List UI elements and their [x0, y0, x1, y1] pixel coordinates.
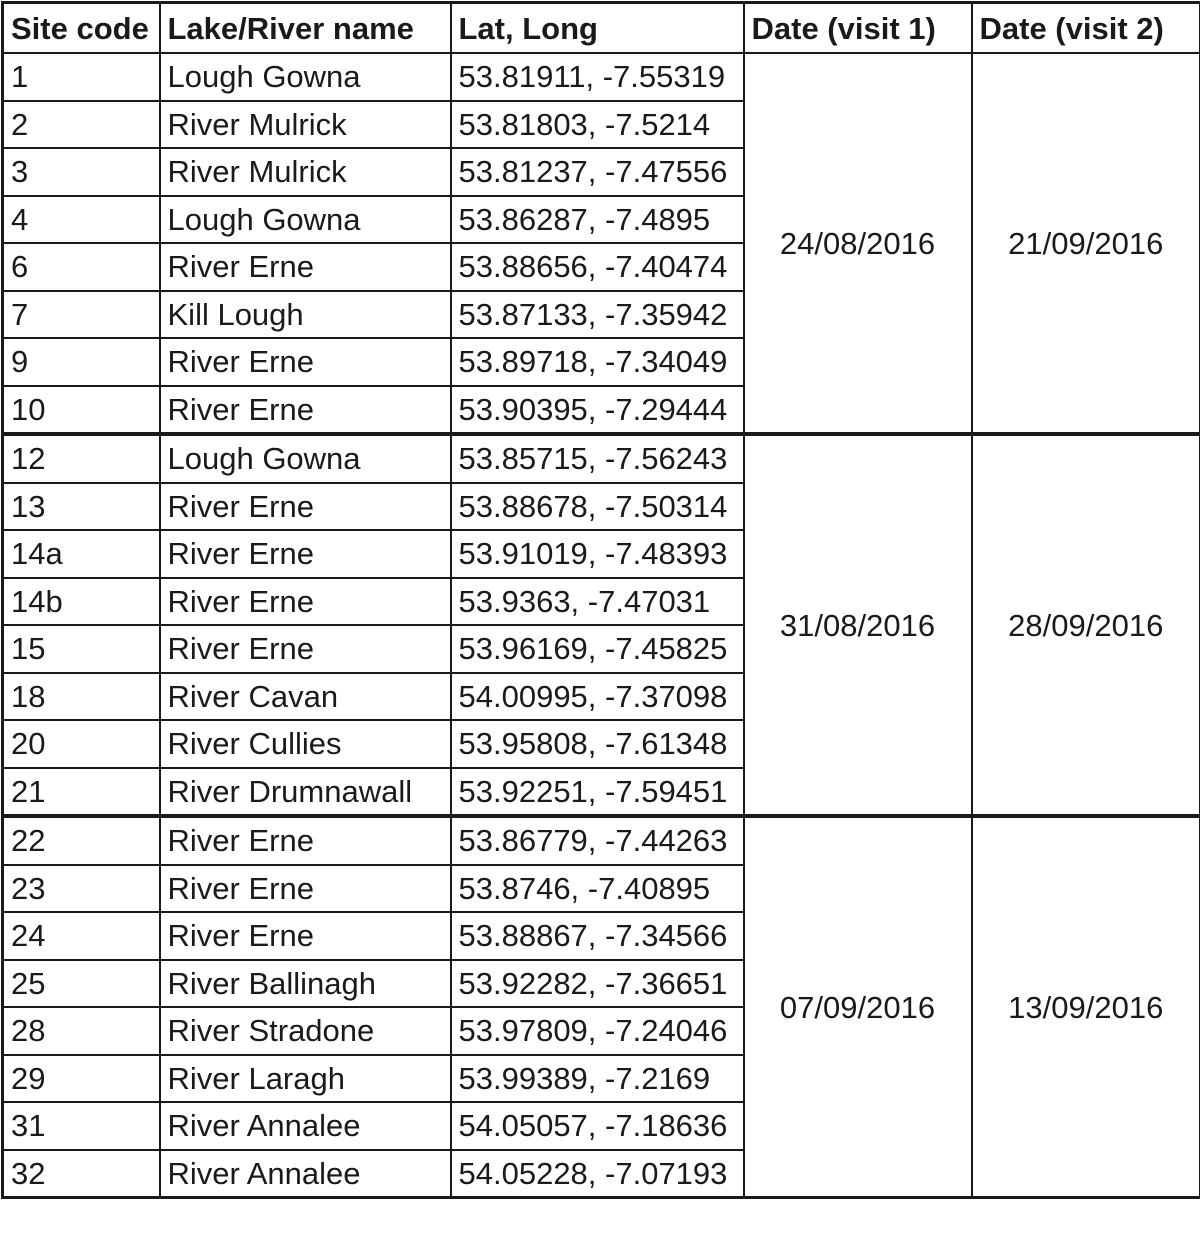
- site-code-cell: 2: [3, 101, 160, 149]
- site-code-cell: 3: [3, 148, 160, 196]
- table-row: [3, 53, 1200, 101]
- site-code-cell: 14a: [3, 530, 160, 578]
- lat-long-cell: 53.86287, -7.4895: [451, 196, 744, 244]
- site-name-cell: River Ballinagh: [160, 960, 451, 1008]
- visit-2-date-cell: 28/09/2016: [972, 434, 1200, 816]
- site-name-cell: River Annalee: [160, 1150, 451, 1198]
- lat-long-cell: 53.88678, -7.50314: [451, 483, 744, 531]
- site-name-cell: River Erne: [160, 578, 451, 626]
- site-name-cell: Kill Lough: [160, 291, 451, 339]
- lat-long-cell: 53.8746, -7.40895: [451, 865, 744, 913]
- site-code-cell: 1: [3, 53, 160, 101]
- site-name-cell: River Mulrick: [160, 101, 451, 149]
- site-name-cell: River Erne: [160, 338, 451, 386]
- site-name-cell: River Annalee: [160, 1102, 451, 1150]
- site-name-cell: River Laragh: [160, 1055, 451, 1103]
- header-site-code: Site code: [3, 3, 160, 54]
- lat-long-cell: 53.81237, -7.47556: [451, 148, 744, 196]
- site-name-cell: River Erne: [160, 816, 451, 865]
- site-code-cell: 13: [3, 483, 160, 531]
- table-row: [3, 434, 1200, 483]
- site-code-cell: 32: [3, 1150, 160, 1198]
- site-name-cell: River Cavan: [160, 673, 451, 721]
- lat-long-cell: 53.97809, -7.24046: [451, 1007, 744, 1055]
- site-name-cell: River Mulrick: [160, 148, 451, 196]
- site-code-cell: 28: [3, 1007, 160, 1055]
- lat-long-cell: 53.89718, -7.34049: [451, 338, 744, 386]
- visit-2-date-cell: 21/09/2016: [972, 53, 1200, 434]
- site-code-cell: 25: [3, 960, 160, 1008]
- site-code-cell: 9: [3, 338, 160, 386]
- site-table: [1, 1, 1200, 1199]
- site-name-cell: River Erne: [160, 483, 451, 531]
- site-code-cell: 31: [3, 1102, 160, 1150]
- site-code-cell: 22: [3, 816, 160, 865]
- lat-long-cell: 53.92282, -7.36651: [451, 960, 744, 1008]
- header-visit-1: Date (visit 1): [744, 3, 972, 54]
- site-name-cell: Lough Gowna: [160, 196, 451, 244]
- lat-long-cell: 53.81803, -7.5214: [451, 101, 744, 149]
- lat-long-cell: 53.92251, -7.59451: [451, 768, 744, 817]
- lat-long-cell: 54.05228, -7.07193: [451, 1150, 744, 1198]
- site-name-cell: River Erne: [160, 625, 451, 673]
- lat-long-cell: 53.86779, -7.44263: [451, 816, 744, 865]
- table-row: [3, 816, 1200, 865]
- table-body: [3, 53, 1200, 1198]
- site-name-cell: Lough Gowna: [160, 53, 451, 101]
- visit-1-date-cell: 24/08/2016: [744, 53, 972, 434]
- lat-long-cell: 54.00995, -7.37098: [451, 673, 744, 721]
- table-header: [3, 3, 1200, 54]
- site-name-cell: River Drumnawall: [160, 768, 451, 817]
- site-name-cell: River Erne: [160, 912, 451, 960]
- header-row: [3, 3, 1200, 54]
- site-name-cell: River Erne: [160, 243, 451, 291]
- lat-long-cell: 53.99389, -7.2169: [451, 1055, 744, 1103]
- lat-long-cell: 53.9363, -7.47031: [451, 578, 744, 626]
- lat-long-cell: 53.87133, -7.35942: [451, 291, 744, 339]
- visit-1-date-cell: 07/09/2016: [744, 816, 972, 1198]
- visit-1-date-cell: 31/08/2016: [744, 434, 972, 816]
- lat-long-cell: 54.05057, -7.18636: [451, 1102, 744, 1150]
- site-code-cell: 29: [3, 1055, 160, 1103]
- lat-long-cell: 53.91019, -7.48393: [451, 530, 744, 578]
- site-code-cell: 20: [3, 720, 160, 768]
- site-name-cell: River Erne: [160, 386, 451, 435]
- header-visit-2: Date (visit 2): [972, 3, 1200, 54]
- lat-long-cell: 53.88867, -7.34566: [451, 912, 744, 960]
- site-name-cell: River Erne: [160, 865, 451, 913]
- site-name-cell: River Cullies: [160, 720, 451, 768]
- site-name-cell: River Stradone: [160, 1007, 451, 1055]
- site-code-cell: 10: [3, 386, 160, 435]
- header-name: Lake/River name: [160, 3, 451, 54]
- site-code-cell: 14b: [3, 578, 160, 626]
- lat-long-cell: 53.95808, -7.61348: [451, 720, 744, 768]
- lat-long-cell: 53.88656, -7.40474: [451, 243, 744, 291]
- lat-long-cell: 53.81911, -7.55319: [451, 53, 744, 101]
- header-lat-long: Lat, Long: [451, 3, 744, 54]
- site-name-cell: River Erne: [160, 530, 451, 578]
- site-name-cell: Lough Gowna: [160, 434, 451, 483]
- site-code-cell: 4: [3, 196, 160, 244]
- site-code-cell: 6: [3, 243, 160, 291]
- site-code-cell: 12: [3, 434, 160, 483]
- lat-long-cell: 53.90395, -7.29444: [451, 386, 744, 435]
- site-code-cell: 15: [3, 625, 160, 673]
- visit-2-date-cell: 13/09/2016: [972, 816, 1200, 1198]
- site-code-cell: 24: [3, 912, 160, 960]
- site-code-cell: 7: [3, 291, 160, 339]
- lat-long-cell: 53.85715, -7.56243: [451, 434, 744, 483]
- site-code-cell: 23: [3, 865, 160, 913]
- lat-long-cell: 53.96169, -7.45825: [451, 625, 744, 673]
- site-code-cell: 18: [3, 673, 160, 721]
- site-code-cell: 21: [3, 768, 160, 817]
